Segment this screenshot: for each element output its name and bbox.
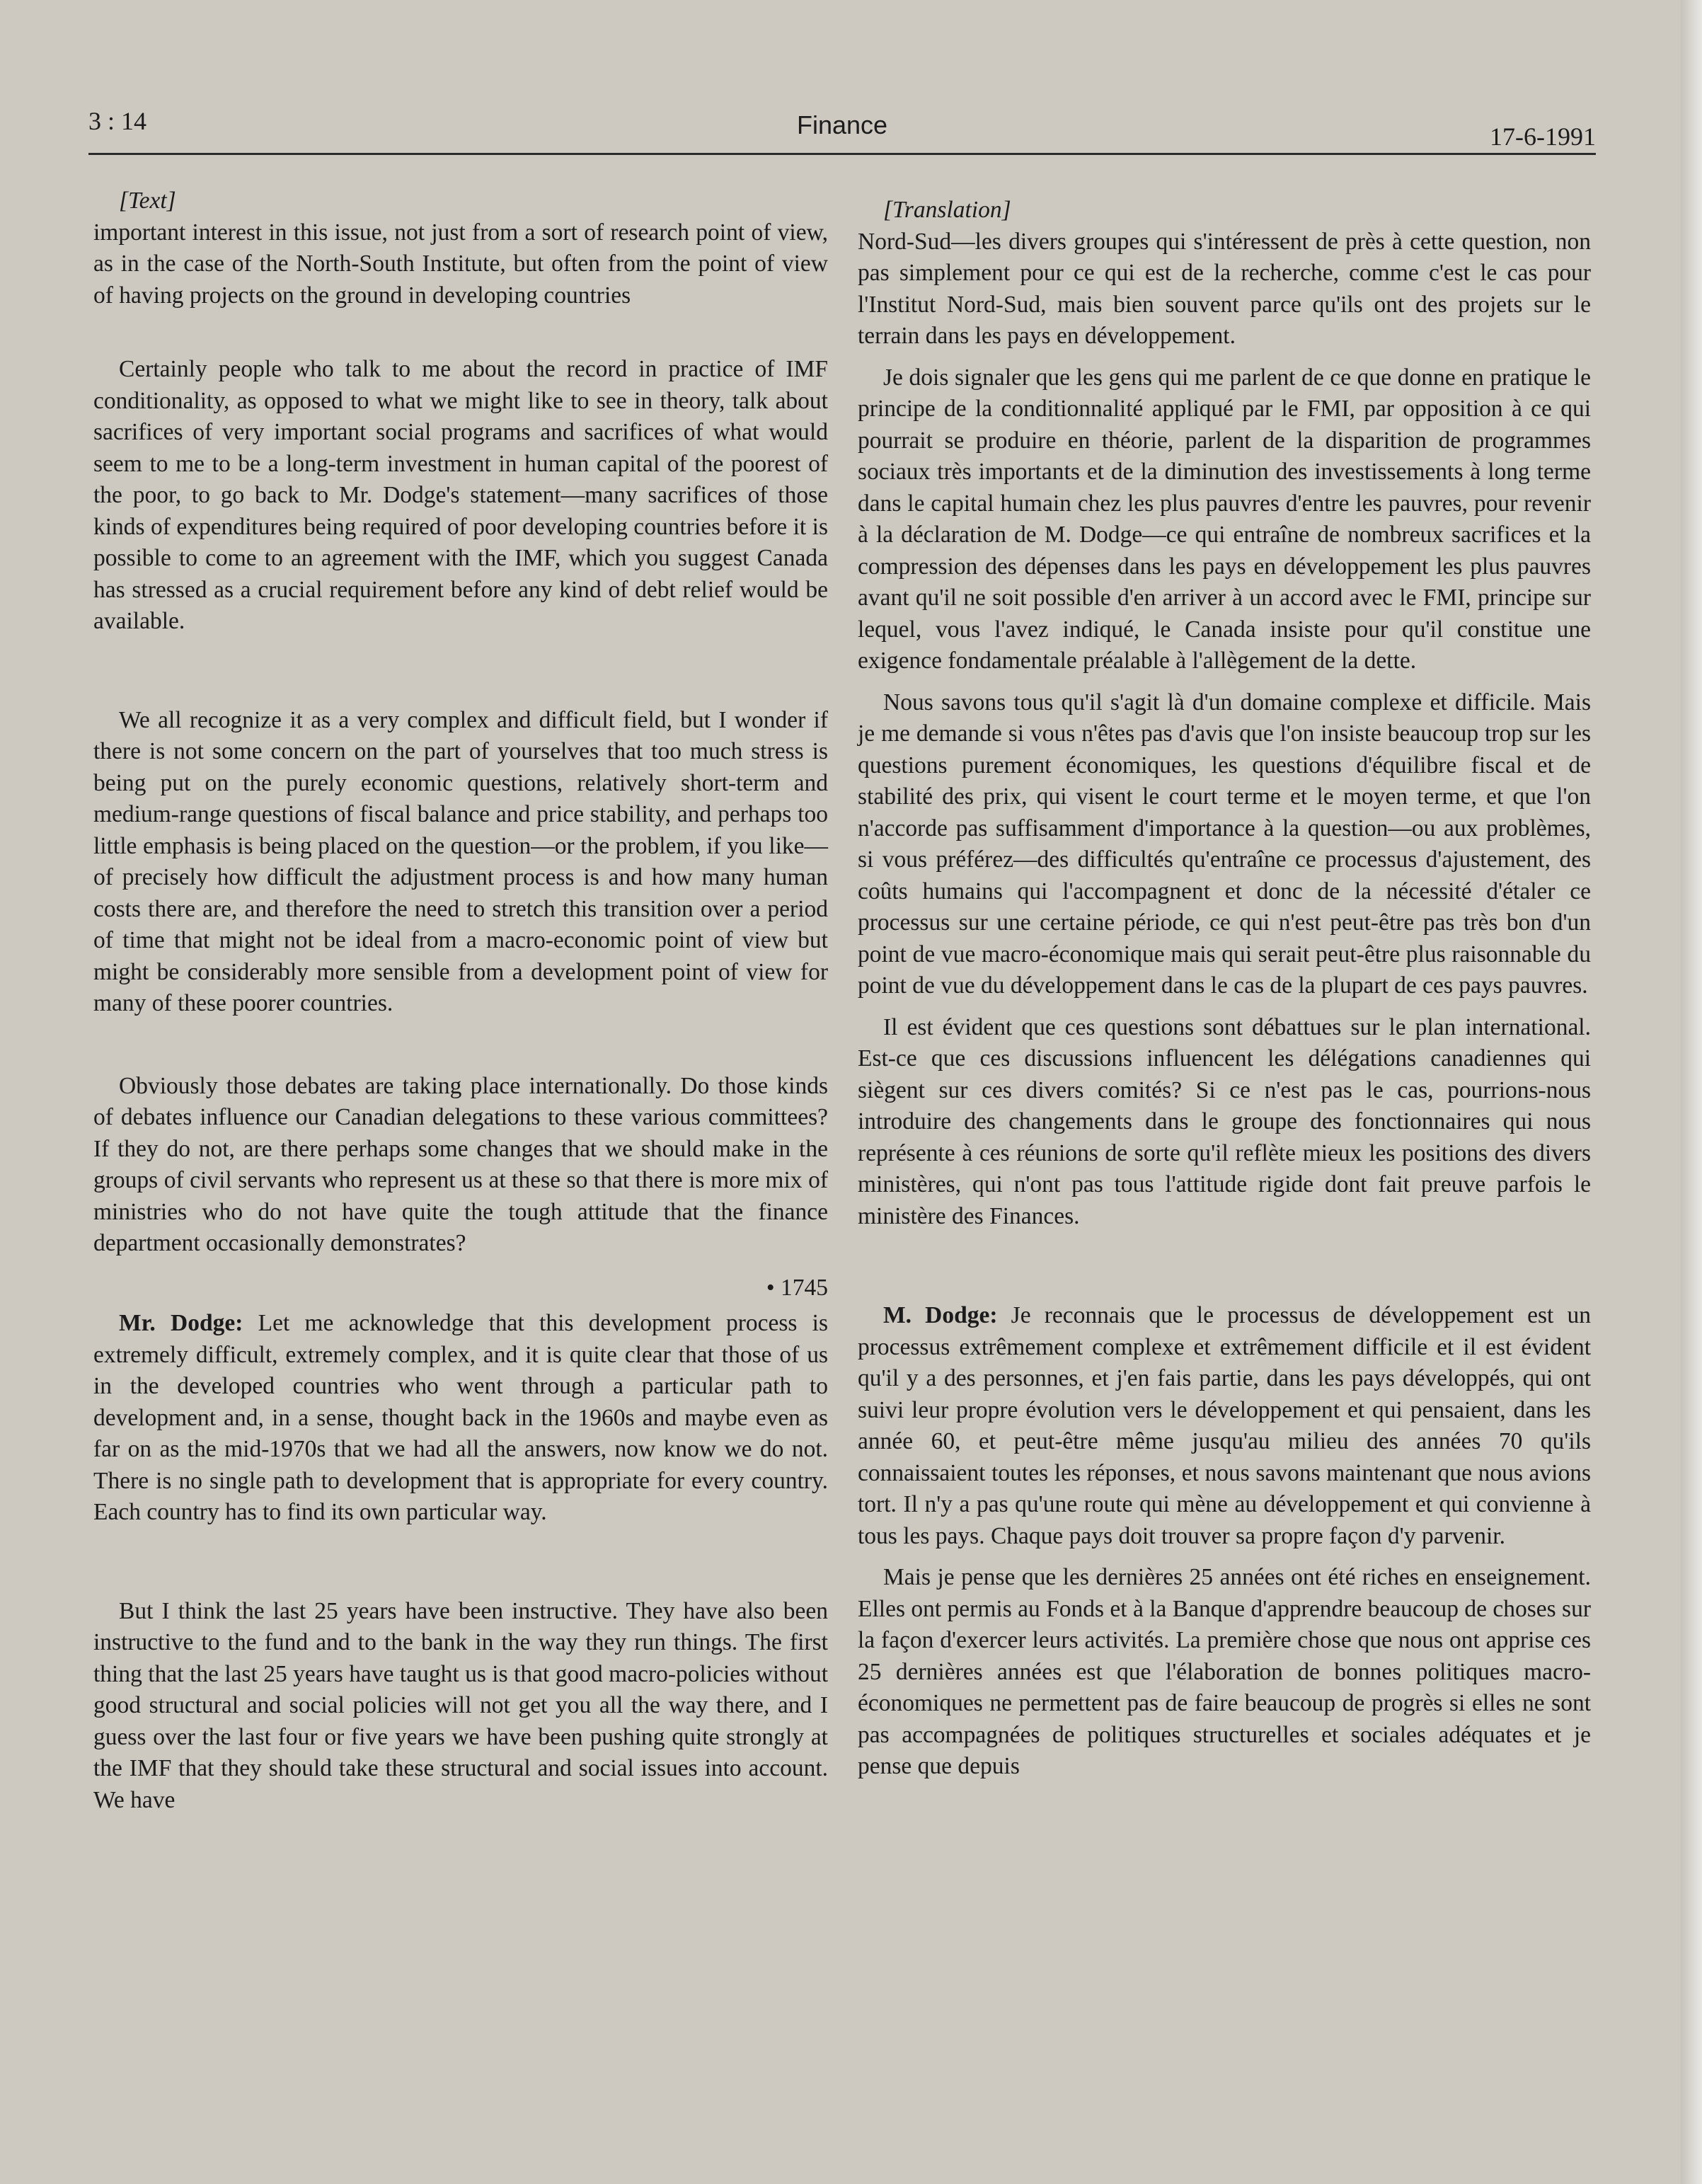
english-column bbox=[93, 185, 828, 2096]
speaker-paragraph bbox=[93, 1308, 828, 1529]
page-number: 3 : 14 bbox=[88, 107, 147, 135]
time-marker: • 1745 bbox=[766, 1274, 828, 1301]
translation-label: [Translation] bbox=[883, 197, 1011, 223]
speaker-text: Je reconnais que le processus de développement est un processus extrêmement complexe et extrêmement difficile et il est évident qu'il y a des personnes, et j'en fais partie, dans les pays développés, qui ont suivi leur propre évolution vers le développement et qui pensaient, dans les année 60, et peut-être même jusqu'au milieu des années 70 qu'ils connaissaient toutes les réponses, et nous savons maintenant que nous avions tort. Il n'y a pas qu'une route qui mène au développement et qui convienne à tous les pays. Chaque pays doit trouver sa propre façon d'y parvenir. bbox=[858, 1302, 1592, 1549]
speaker-name: Mr. Dodge: bbox=[119, 1310, 243, 1336]
page-header bbox=[88, 105, 1596, 155]
paragraph: Nous savons tous qu'il s'agit là d'un domaine complexe et difficile. Mais je me demande si vous n'êtes pas d'avis que l'on insiste beaucoup trop sur les questions purement économiques, les questions d'équilibre fiscal et de stabilité des prix, qui visent le court terme et le moyen terme, et que l'on n'accorde pas suffisamment d'importance à la question—ou aux problèmes, si vous préférez—des difficultés qu'entraîne ce processus d'ajustement, des coûts humains qui l'accompagnent et donc de la nécessité d'étaler ce processus sur une certaine période, ce qui n'est peut-être pas très bon d'un point de vue macro-économique mais qui serait peut-être plus raisonnable du point de vue du développement dans le cas de la plupart de ces pays pauvres. bbox=[858, 689, 1591, 999]
french-column bbox=[858, 195, 1591, 2105]
paragraph: important interest in this issue, not just from a sort of research point of view, as in the case of the North-South Institute, but often from the point of view of having projects on the ground in developing countries bbox=[93, 219, 828, 309]
page-title: Finance bbox=[796, 110, 888, 139]
paragraph: Certainly people who talk to me about the record in practice of IMF conditionality, as opposed to what we might like to see in theory, talk about sacrifices of very important social programs and sacrifices of what would seem to me to be a long-term investment in human capital of the poorest of the poor, to go back to Mr. Dodge's statement—many sacrifices of those kinds of expenditures being required of poor developing countries before it is possible to come to an agreement with the IMF, which you suggest Canada has stressed as a crucial requirement before any kind of debt relief would be available. bbox=[93, 356, 828, 634]
paragraph: We all recognize it as a very complex and difficult field, but I wonder if there is not some concern on the part of yourselves that too much stress is being put on the purely economic questions, relatively short-term and medium-range questions of fiscal balance and price stability, and perhaps too little emphasis is being placed on the question—or the problem, if you like—of precisely how difficult the adjustment process is and how many human costs there are, and therefore the need to stretch this transition over a period of time that might not be ideal from a macro-economic point of view but might be considerably more sensible from a development point of view for many of these poorer countries. bbox=[93, 706, 828, 1016]
speaker-text: Let me acknowledge that this development process is extremely difficult, extremely complex, and it is quite clear that those of us in the developed countries who went through a particular path to development and, in a sense, thought back in the 1960s and maybe even as far on as the mid-1970s that we had all the answers, now know we do not. There is no single path to development that is appropriate for every country. Each country has to find its own particular way. bbox=[93, 1310, 828, 1525]
page-edge bbox=[1681, 0, 1702, 2184]
paragraph: Obviously those debates are taking place internationally. Do those kinds of debates influence our Canadian delegations to these various committees? If they do not, are there perhaps some changes that we should make in the groups of civil servants who represent us at these so that there is more mix of ministries who do not have quite the tough attitude that the finance department occasionally demonstrates? bbox=[93, 1072, 828, 1256]
paragraph: Mais je pense que les dernières 25 années ont été riches en enseignement. Elles ont permis au Fonds et à la Banque d'apprendre beaucoup de choses sur la façon d'exercer leurs activités. La première chose que nous ont apprise ces 25 dernières années est que l'élaboration de bonnes politiques macro-économiques ne permettent pas de faire beaucoup de progrès si elles ne sont pas accompagnées de politiques structurelles et sociales adéquates et je pense que depuis bbox=[858, 1564, 1591, 1779]
speaker-name: M. Dodge: bbox=[883, 1302, 998, 1328]
paragraph: But I think the last 25 years have been instructive. They have also been instructive to the fund and to the bank in the way they run things. The first thing that the last 25 years have taught us is that good macro-policies without good structural and social policies will not get you all the way there, and I guess over the last four or five years we have been pushing quite strongly at the IMF that they should take these structural and social issues into account. We have bbox=[93, 1597, 828, 1813]
page-date: 17-6-1991 bbox=[1490, 122, 1596, 151]
text-label: [Text] bbox=[119, 188, 176, 214]
paragraph: Je dois signaler que les gens qui me parlent de ce que donne en pratique le principe de la conditionnalité appliqué par le FMI, par opposition à ce qui pourrait se produire en théorie, parlent de la disparition de programmes sociaux très importants et de la diminution des investissements à long terme dans le capital humain chez les plus pauvres d'entre les pauvres, pour revenir à la déclaration de M. Dodge—ce qui entraîne de nombreux sacrifices et la compression des dépenses dans les pays en développement les plus pauvres avant qu'il ne soit possible d'en arriver à un accord avec le FMI, principe sur lequel, vous l'avez indiqué, le Canada insiste pour qu'il constitue une exigence fondamentale préalable à l'allègement de la dette. bbox=[858, 364, 1591, 674]
paragraph: Il est évident que ces questions sont débattues sur le plan international. Est-ce que ces discussions influencent les délégations canadiennes qui siègent sur ces divers comités? Si ce n'est pas le cas, pourrions-nous introduire des changements dans le groupe des fonctionnaires qui nous représente à ces réunions de sorte qu'il reflète mieux les positions des divers ministères, qui n'ont pas tous l'attitude rigide dont fait preuve parfois le ministère des Finances. bbox=[858, 1013, 1591, 1229]
speaker-paragraph bbox=[858, 1300, 1591, 1552]
paragraph: Nord-Sud—les divers groupes qui s'intéressent de près à cette question, non pas simplement pour ce qui est de la recherche, comme c'est le cas pour l'Institut Nord-Sud, mais bien souvent parce qu'ils ont des projets sur le terrain dans les pays en développement. bbox=[858, 228, 1591, 349]
